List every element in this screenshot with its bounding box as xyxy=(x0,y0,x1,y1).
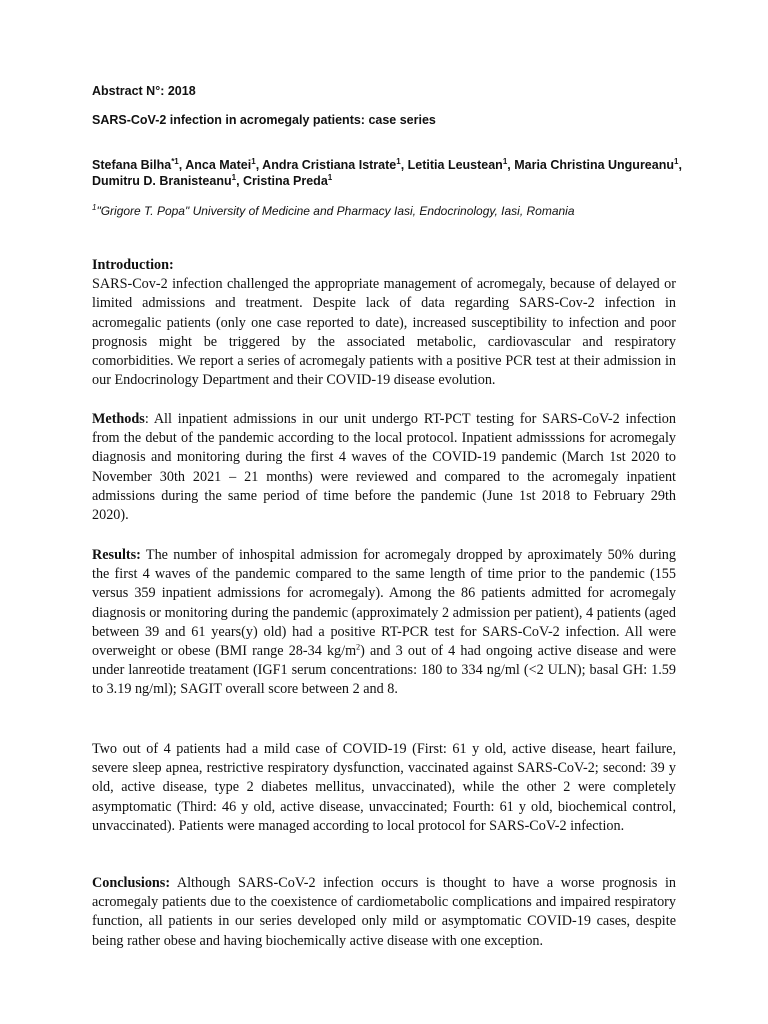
author-affiliation-marker: 1 xyxy=(502,156,508,166)
author xyxy=(92,158,185,172)
conclusions-section xyxy=(92,874,676,951)
conclusions-text: Although SARS-CoV-2 infection occurs is thought to have a worse prognosis in acromegaly patients due to the coexistence of cardiometabolic complications and impaired respiratory function, all patients in our series developed only mild or asymptomatic COVID-19 cases, despite being rather obese and having biochemically active disease with one exception. xyxy=(92,875,676,949)
author-name: Letitia Leustean xyxy=(407,158,503,172)
author-separator: , xyxy=(400,158,408,172)
results-superscript: 2 xyxy=(356,642,361,652)
author-affiliation-marker: 1 xyxy=(327,172,333,182)
introduction-section xyxy=(92,256,676,390)
case-details-text: Two out of 4 patients had a mild case of COVID-19 (First: 61 y old, active disease, heart failure, severe sleep apnea, restrictive respiratory dysfunction, vaccinated against SARS-CoV-2; second: 39 y old, active disease, type 2 diabetes mellitus, unvaccinated), while the other 2 were completely asymptomatic (Third: 46 y old, active disease, unvaccinated; Fourth: 61 y old, biochemical control, unvaccinated). Patients were managed according to local protocol for SARS-CoV-2 infection. xyxy=(92,741,676,834)
author-affiliation-marker: 1 xyxy=(251,156,256,166)
author xyxy=(408,158,515,172)
methods-text: : All inpatient admissions in our unit undergo RT-PCT testing for SARS-CoV-2 infection from the debut of the pandemic according to the local protocol. Inpatient admisssions for acromegaly diagnosis and monitoring during the first 4 waves of the COVID-19 pandemic (March 1st 2020 to November 30th 2021 – 21 months) were reviewed and compared to the acromegaly inpatient admissions during the same period of time before the pandemic (June 1st 2018 to February 29th 2020). xyxy=(92,411,676,524)
author-name: Dumitru D. Branisteanu xyxy=(92,174,232,188)
conclusions-label: Conclusions: xyxy=(92,875,171,891)
affiliation-text: "Grigore T. Popa" University of Medicine and Pharmacy Iasi, Endocrinology, Iasi, Romania xyxy=(96,204,575,218)
results-text-part2: ) and 3 out of 4 had ongoing active disease and were under lanreotide treatament (IGF1 serum concentrations: 180 to 334 ng/ml (<2 ULN); basal GH: 1.59 to 3.19 ng/ml); SAGIT overall score between 2 and 8. xyxy=(92,643,676,698)
methods-label: Methods xyxy=(92,411,145,427)
author xyxy=(514,158,682,172)
author xyxy=(92,174,243,188)
introduction-text: SARS-Cov-2 infection challenged the appropriate management of acromegaly, because of delayed or limited admissions and treatment. Despite lack of data regarding SARS-Cov-2 infection in acromegalic patients (only one case reported to date), increased susceptibility to infection and poor prognosis might be triggered by the associated metabolic, cardiovascular and respiratory comorbidities. We report a series of acromegaly patients with a positive PCR test at their admission in our Endocrinology Department and their COVID-19 disease evolution. xyxy=(92,276,676,389)
author-name: Andra Cristiana Istrate xyxy=(262,158,397,172)
abstract-title: SARS-CoV-2 infection in acromegaly patients: case series xyxy=(92,113,436,127)
abstract-number: Abstract N°: 2018 xyxy=(92,84,196,98)
author-name: Anca Matei xyxy=(185,158,252,172)
methods-section xyxy=(92,410,676,525)
author-separator: , xyxy=(507,158,515,172)
author-separator: , xyxy=(678,158,682,172)
affiliation-marker: 1 xyxy=(92,203,97,212)
results-label: Results: xyxy=(92,547,141,563)
author-name: Stefana Bilha xyxy=(92,158,172,172)
author-separator: , xyxy=(255,158,263,172)
case-details-section xyxy=(92,740,676,836)
author xyxy=(262,158,407,172)
author-separator: , xyxy=(236,174,244,188)
introduction-label: Introduction: xyxy=(92,257,174,273)
results-text-part1: The number of inhospital admission for acromegaly dropped by aproximately 50% during the first 4 waves of the pandemic compared to the same length of time prior to the pandemic (155 versus 359 inpatient admissions for acromegaly). Among the 86 patients admitted for acromegaly diagnosis or monitoring during the pandemic (approximately 2 admission per patient), 4 patients (aged between 39 and 61 years(y) old) had a positive RT-PCR test for SARS-CoV-2 infection. All were overweight or obese (BMI range 28-34 kg/m xyxy=(92,547,676,660)
author-affiliation-marker: 1 xyxy=(396,156,401,166)
author-name: Maria Christina Ungureanu xyxy=(514,158,674,172)
author-affiliation-marker: 1 xyxy=(231,172,237,182)
affiliation xyxy=(92,204,692,218)
author xyxy=(243,174,332,188)
author-affiliation-marker: 1 xyxy=(673,156,679,166)
author-affiliation-marker: *1 xyxy=(171,156,179,166)
author-name: Cristina Preda xyxy=(243,174,328,188)
author-list xyxy=(92,157,692,189)
author-separator: , xyxy=(178,158,186,172)
author xyxy=(185,158,262,172)
results-section xyxy=(92,546,676,700)
